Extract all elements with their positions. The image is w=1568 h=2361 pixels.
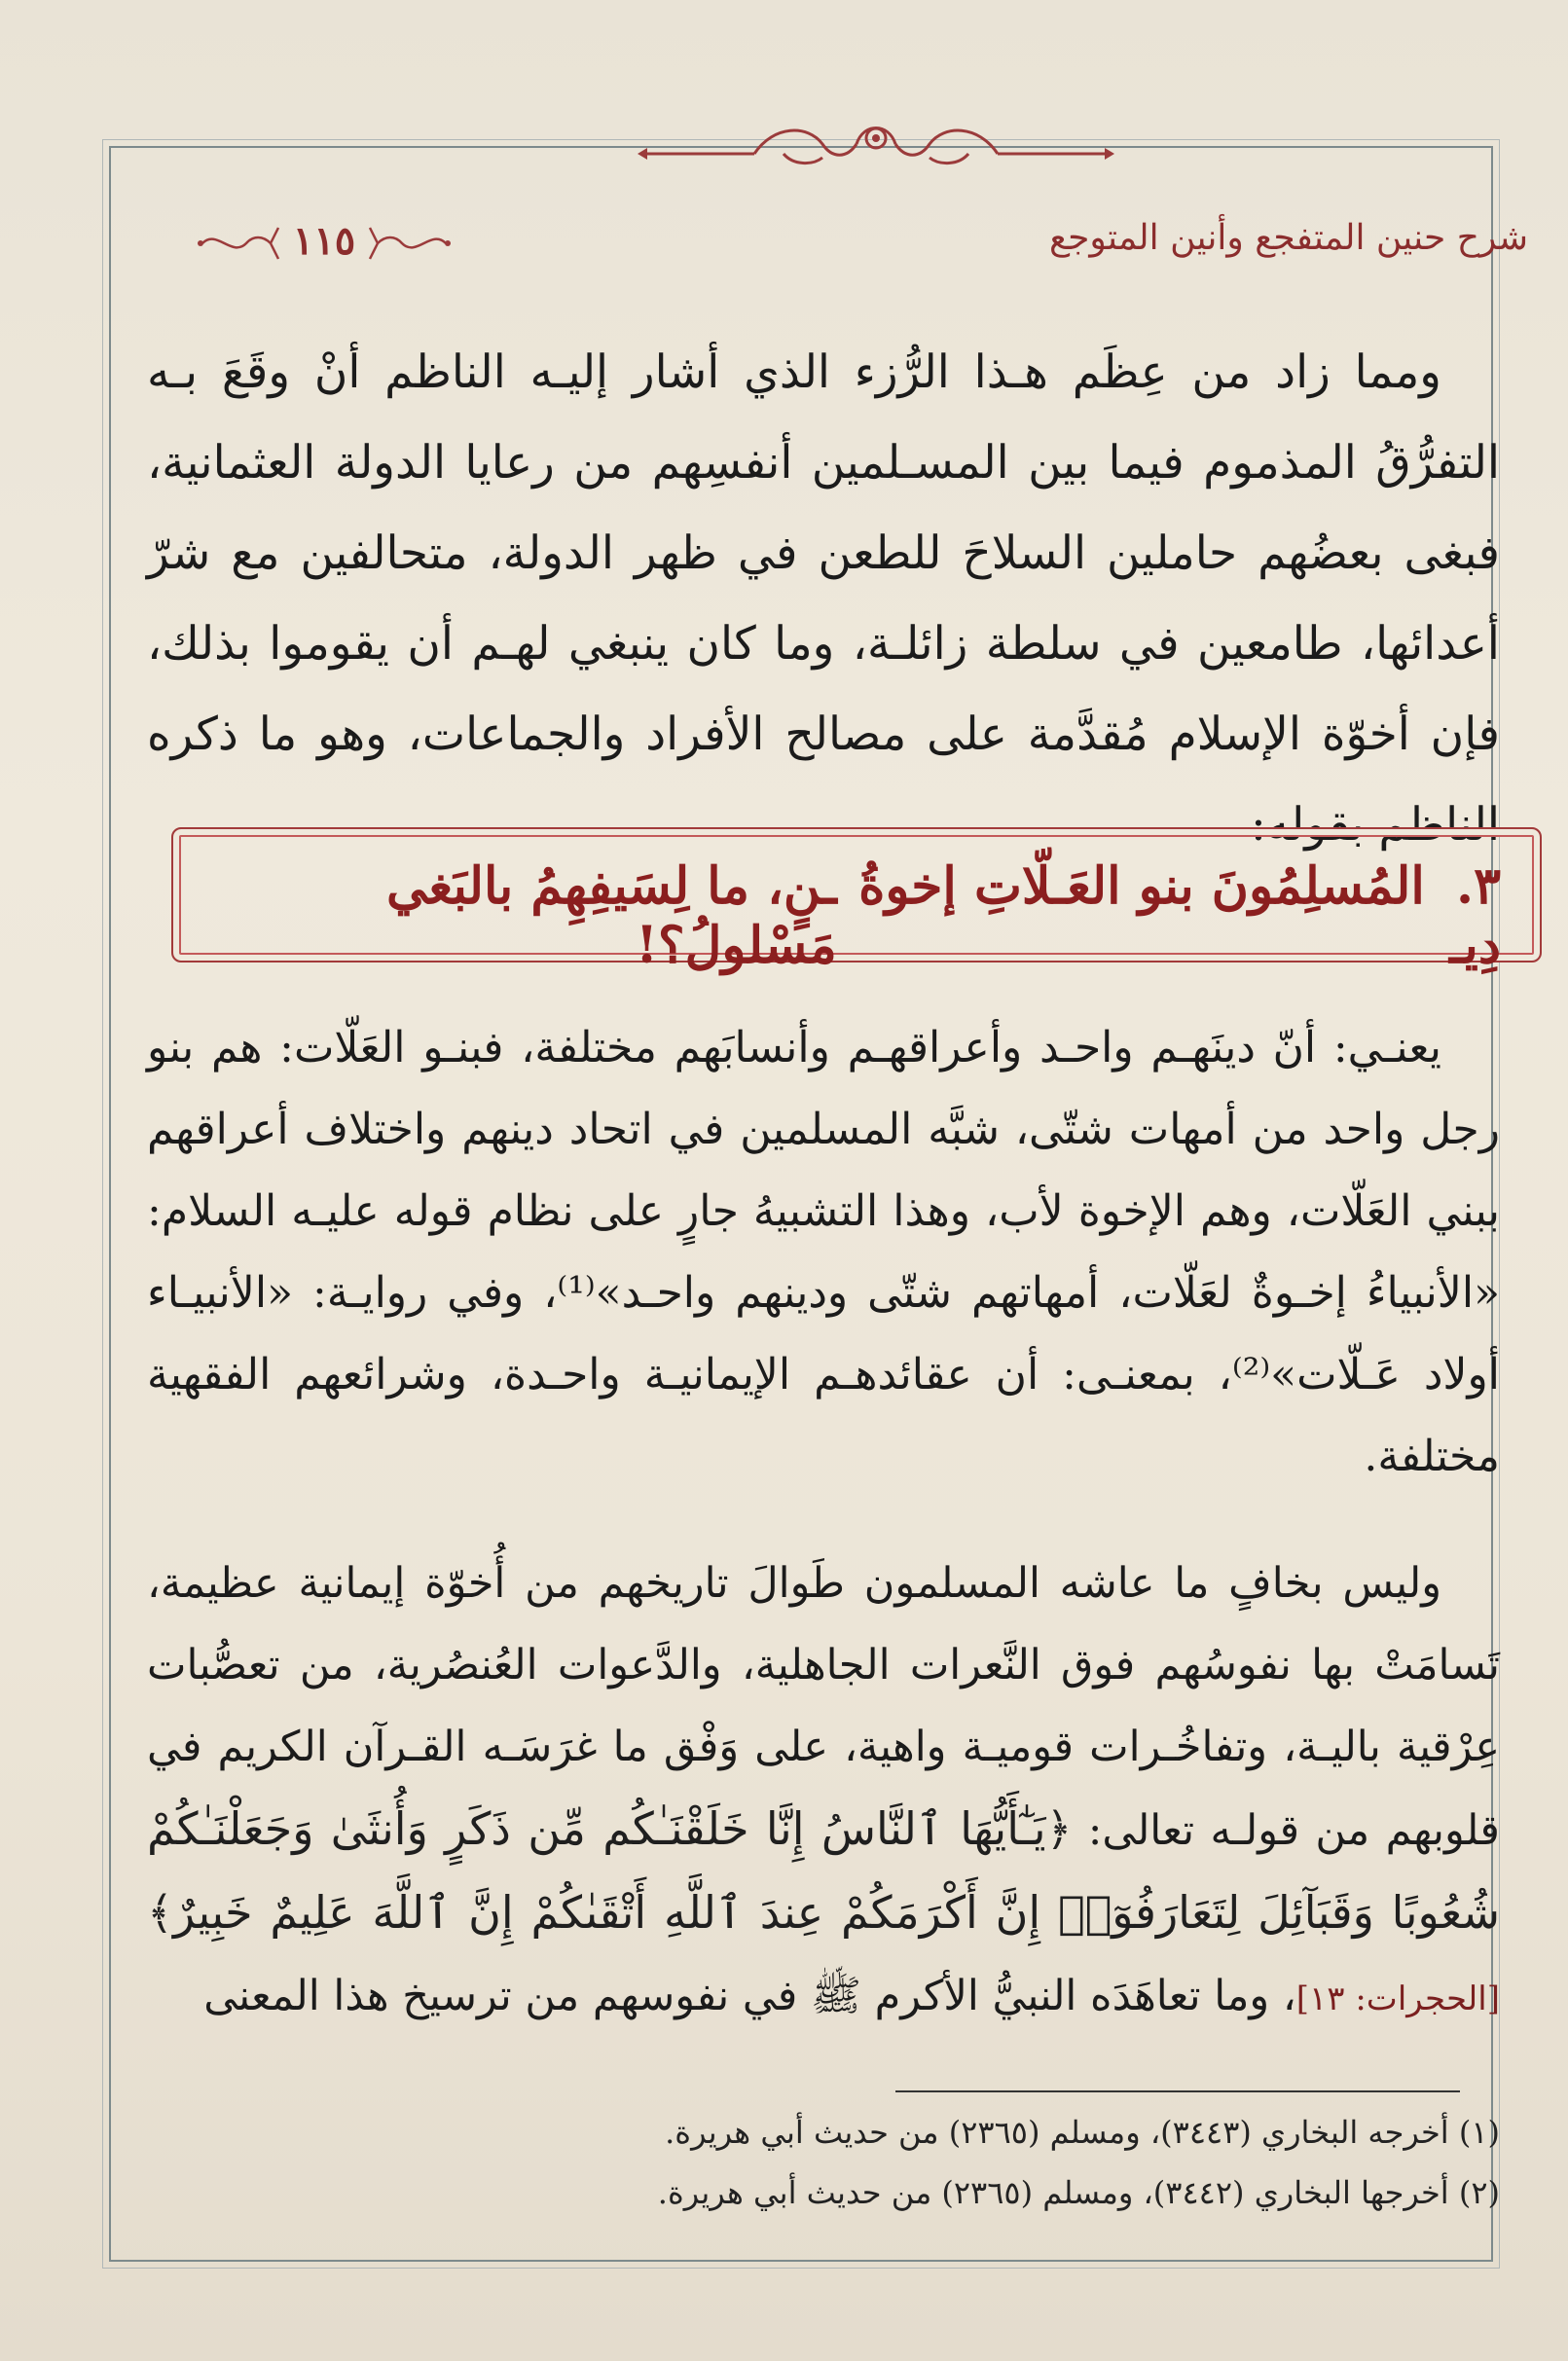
paragraph-2-text: يعنـي: أنّ دينَهـم واحـد وأعراقهـم وأنسابَهم مختلفة، فبنـو العَلّات: هم بنو رجل واحد من أمهات شتّى، شبَّه المسلمين في اتحاد دينهم واختلاف أعراقهم ببني العَلّات، وهم الإخوة لأب، وهذا التشبيهُ جارٍ على نظام قوله عليـه السلام: «الأنبياءُ إخـوةٌ لعَلّات، أمهاتهم شتّى ودينهم واحـد»⁽¹⁾، وفي روايـة: «الأنبيـاء أولاد عَـلّات»⁽²⁾، بمعنـى: أن عقائدهـم الإيمانيـة واحـدة، وشرائعهم الفقهية مختلفة. (147, 1023, 1501, 1481)
page-number: ١١٥ (292, 218, 356, 264)
top-ornament (638, 115, 1114, 173)
quran-verse: ﴿يَـٰٓأَيُّهَا ٱلنَّاسُ إِنَّا خَلَقْنَـٰكُم مِّن ذَكَرٍ وَأُنثَىٰ وَجَعَلْنَـٰكُمْ شُعُوبًا وَقَبَآئِلَ لِتَعَارَفُوٓا۟ إِنَّ أَكْرَمَكُمْ عِندَ ٱللَّهِ أَتْقَىٰكُمْ إِنَّ ٱللَّهَ عَلِيمٌ خَبِيرٌ﴾ (147, 1802, 1500, 1939)
paragraph-3 (147, 1543, 1500, 2040)
paragraph-2 (147, 1007, 1500, 1498)
paragraph-3-tail: ، وما تعاهَدَه النبيُّ الأكرم ﷺ في نفوسهم من ترسيخ هذا المعنى (203, 1972, 1296, 2020)
page-header (175, 204, 1548, 282)
verse-number: ٣. (1455, 856, 1501, 916)
paragraph-1 (147, 327, 1500, 870)
footnote-separator (895, 2090, 1460, 2092)
paragraph-3-lead: وليس بخافٍ ما عاشه المسلمون طَوالَ تاريخهم من أُخوّة إيمانية عظيمة، تَسامَتْ بها نفوسُهم فوق النَّعرات الجاهلية، والدَّعوات العُنصُرية، من تعصُّبات عِرْقية باليـة، وتفاخُـرات قوميـة واهية، على وَفْق ما غرَسَـه القـرآن الكريم في قلوبهم من قولـه تعالى: (147, 1559, 1500, 1855)
verse-second-hemistich: ـنٍ، ما لِسَيفِهِمُ بالبَغي مَسْلولُ؟! (385, 856, 837, 975)
verse-first-hemistich: المُسلِمُونَ بنو العَـلّاتِ إخوةُ دِيـ (858, 856, 1501, 975)
page-number-ornament (193, 214, 456, 272)
footnote-1: (١) أخرجه البخاري (٣٤٤٣)، ومسلم (٢٣٦٥) من حديث أبي هريرة. (665, 2114, 1500, 2151)
verse-first-hemistich-wrap (837, 856, 1501, 975)
paragraph-3-text (147, 1543, 1500, 2040)
paragraph-1-text: ومما زاد من عِظَم هـذا الرُّزء الذي أشار إليـه الناظم أنْ وقَعَ بـه التفرُّقُ المذموم فيما بين المسـلمين أنفسِهم من رعايا الدولة العثمانية، فبغى بعضُهم حاملين السلاحَ للطعن في ظهر الدولة، متحالفين مع شرّ أعدائها، طامعين في سلطة زائلـة، وما كان ينبغي لهـم أن يقوموا بذلك، فإن أخوّة الإسلام مُقدَّمة على مصالح الأفراد والجماعات، وهو ما ذكره الناظم بقوله: (147, 345, 1500, 852)
footnote-2: (٢) أخرجها البخاري (٣٤٤٢)، ومسلم (٢٣٦٥) من حديث أبي هريرة. (657, 2174, 1500, 2211)
verse-line (212, 856, 1501, 975)
running-title: شرح حنين المتفجع وأنين المتوجع (1048, 218, 1528, 258)
footnotes (527, 2102, 1500, 2223)
verse-box (171, 827, 1542, 975)
quran-reference: [الحجرات: ١٣] (1295, 1980, 1500, 2018)
